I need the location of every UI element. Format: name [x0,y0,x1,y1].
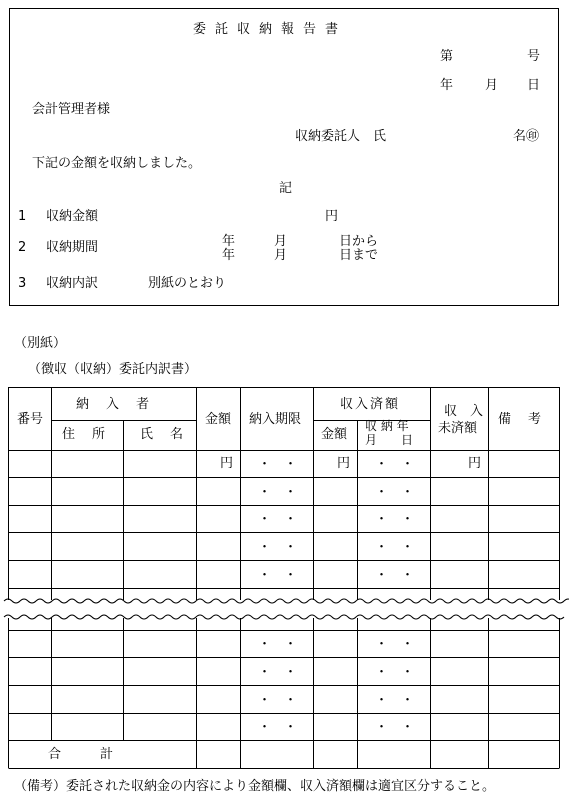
report-title: 委託収納報告書 [193,22,348,37]
row-4-received-date-dots: ・ ・ [375,540,415,555]
row-1-due-dots: ・ ・ [258,457,298,472]
row-6-due-dots: ・ ・ [258,637,298,652]
date-day: 日 [527,78,541,93]
row-6-received-date-dots: ・ ・ [375,637,415,652]
header-remarks: 備 考 [498,412,544,427]
header-address: 住 所 [62,427,108,442]
row-5-due-dots: ・ ・ [258,568,298,583]
header-amount: 金額 [205,412,232,427]
header-received-amount: 金額 [321,427,348,442]
consignee-label: 収納委託人 氏 [295,129,387,144]
name-seal: 名㊞ [513,129,540,144]
item-1-number: 1 [18,209,27,224]
row-9-due-dots: ・ ・ [258,720,298,735]
row-1-received-date-dots: ・ ・ [375,457,415,472]
header-number: 番号 [17,412,44,427]
header-received-date-line1: 収 納 年 [365,419,409,433]
attachment-label: （別紙） [14,336,67,351]
row-3-received-date-dots: ・ ・ [375,512,415,527]
date-year: 年 [440,78,454,93]
row-2-received-date-dots: ・ ・ [375,485,415,500]
row-7-received-date-dots: ・ ・ [375,665,415,680]
row-8-received-date-dots: ・ ・ [375,693,415,708]
number-prefix: 第 [440,49,454,64]
header-name: 氏 名 [140,427,186,442]
row-4-due-dots: ・ ・ [258,540,298,555]
break-line-top [4,599,569,603]
header-unreceived-line1: 収 入 [444,404,484,419]
date-month: 月 [485,78,499,93]
item-2-period-to: 年 月 日まで [222,248,379,263]
header-received-date-line2: 月 日 [365,433,414,447]
item-3-value: 別紙のとおり [148,276,227,291]
item-2-number: 2 [18,240,27,255]
row-2-due-dots: ・ ・ [258,485,298,500]
row-1-amount-yen: 円 [220,456,234,471]
ki-label: 記 [279,181,293,196]
header-payer: 納 入 者 [76,397,152,412]
header-received: 収入済額 [340,397,401,412]
row-9-received-date-dots: ・ ・ [375,720,415,735]
item-3-label: 収納内訳 [46,276,99,291]
item-1-label: 収納金額 [46,209,99,224]
item-1-value: 円 [325,209,339,224]
row-1-unreceived-yen: 円 [468,456,482,471]
row-1-received-yen: 円 [337,456,351,471]
header-due: 納入期限 [249,412,302,427]
break-line-bottom [4,615,564,619]
footer-note: （備考）委託された収納金の内容により金額欄、収入済額欄は適宜区分すること。 [14,779,496,794]
row-3-due-dots: ・ ・ [258,512,298,527]
statement: 下記の金額を収納しました。 [32,156,202,171]
header-unreceived-line2: 未済額 [438,421,478,436]
row-7-due-dots: ・ ・ [258,665,298,680]
item-2-period-from: 年 月 日から [222,234,379,249]
row-5-received-date-dots: ・ ・ [375,568,415,583]
addressee: 会計管理者様 [32,102,111,117]
row-8-due-dots: ・ ・ [258,693,298,708]
item-3-number: 3 [18,276,27,291]
total-label: 合 計 [48,747,114,762]
number-suffix: 号 [527,49,541,64]
item-2-label: 収納期間 [46,240,99,255]
attachment-subtitle: （徴収（収納）委託内訳書） [28,362,198,377]
